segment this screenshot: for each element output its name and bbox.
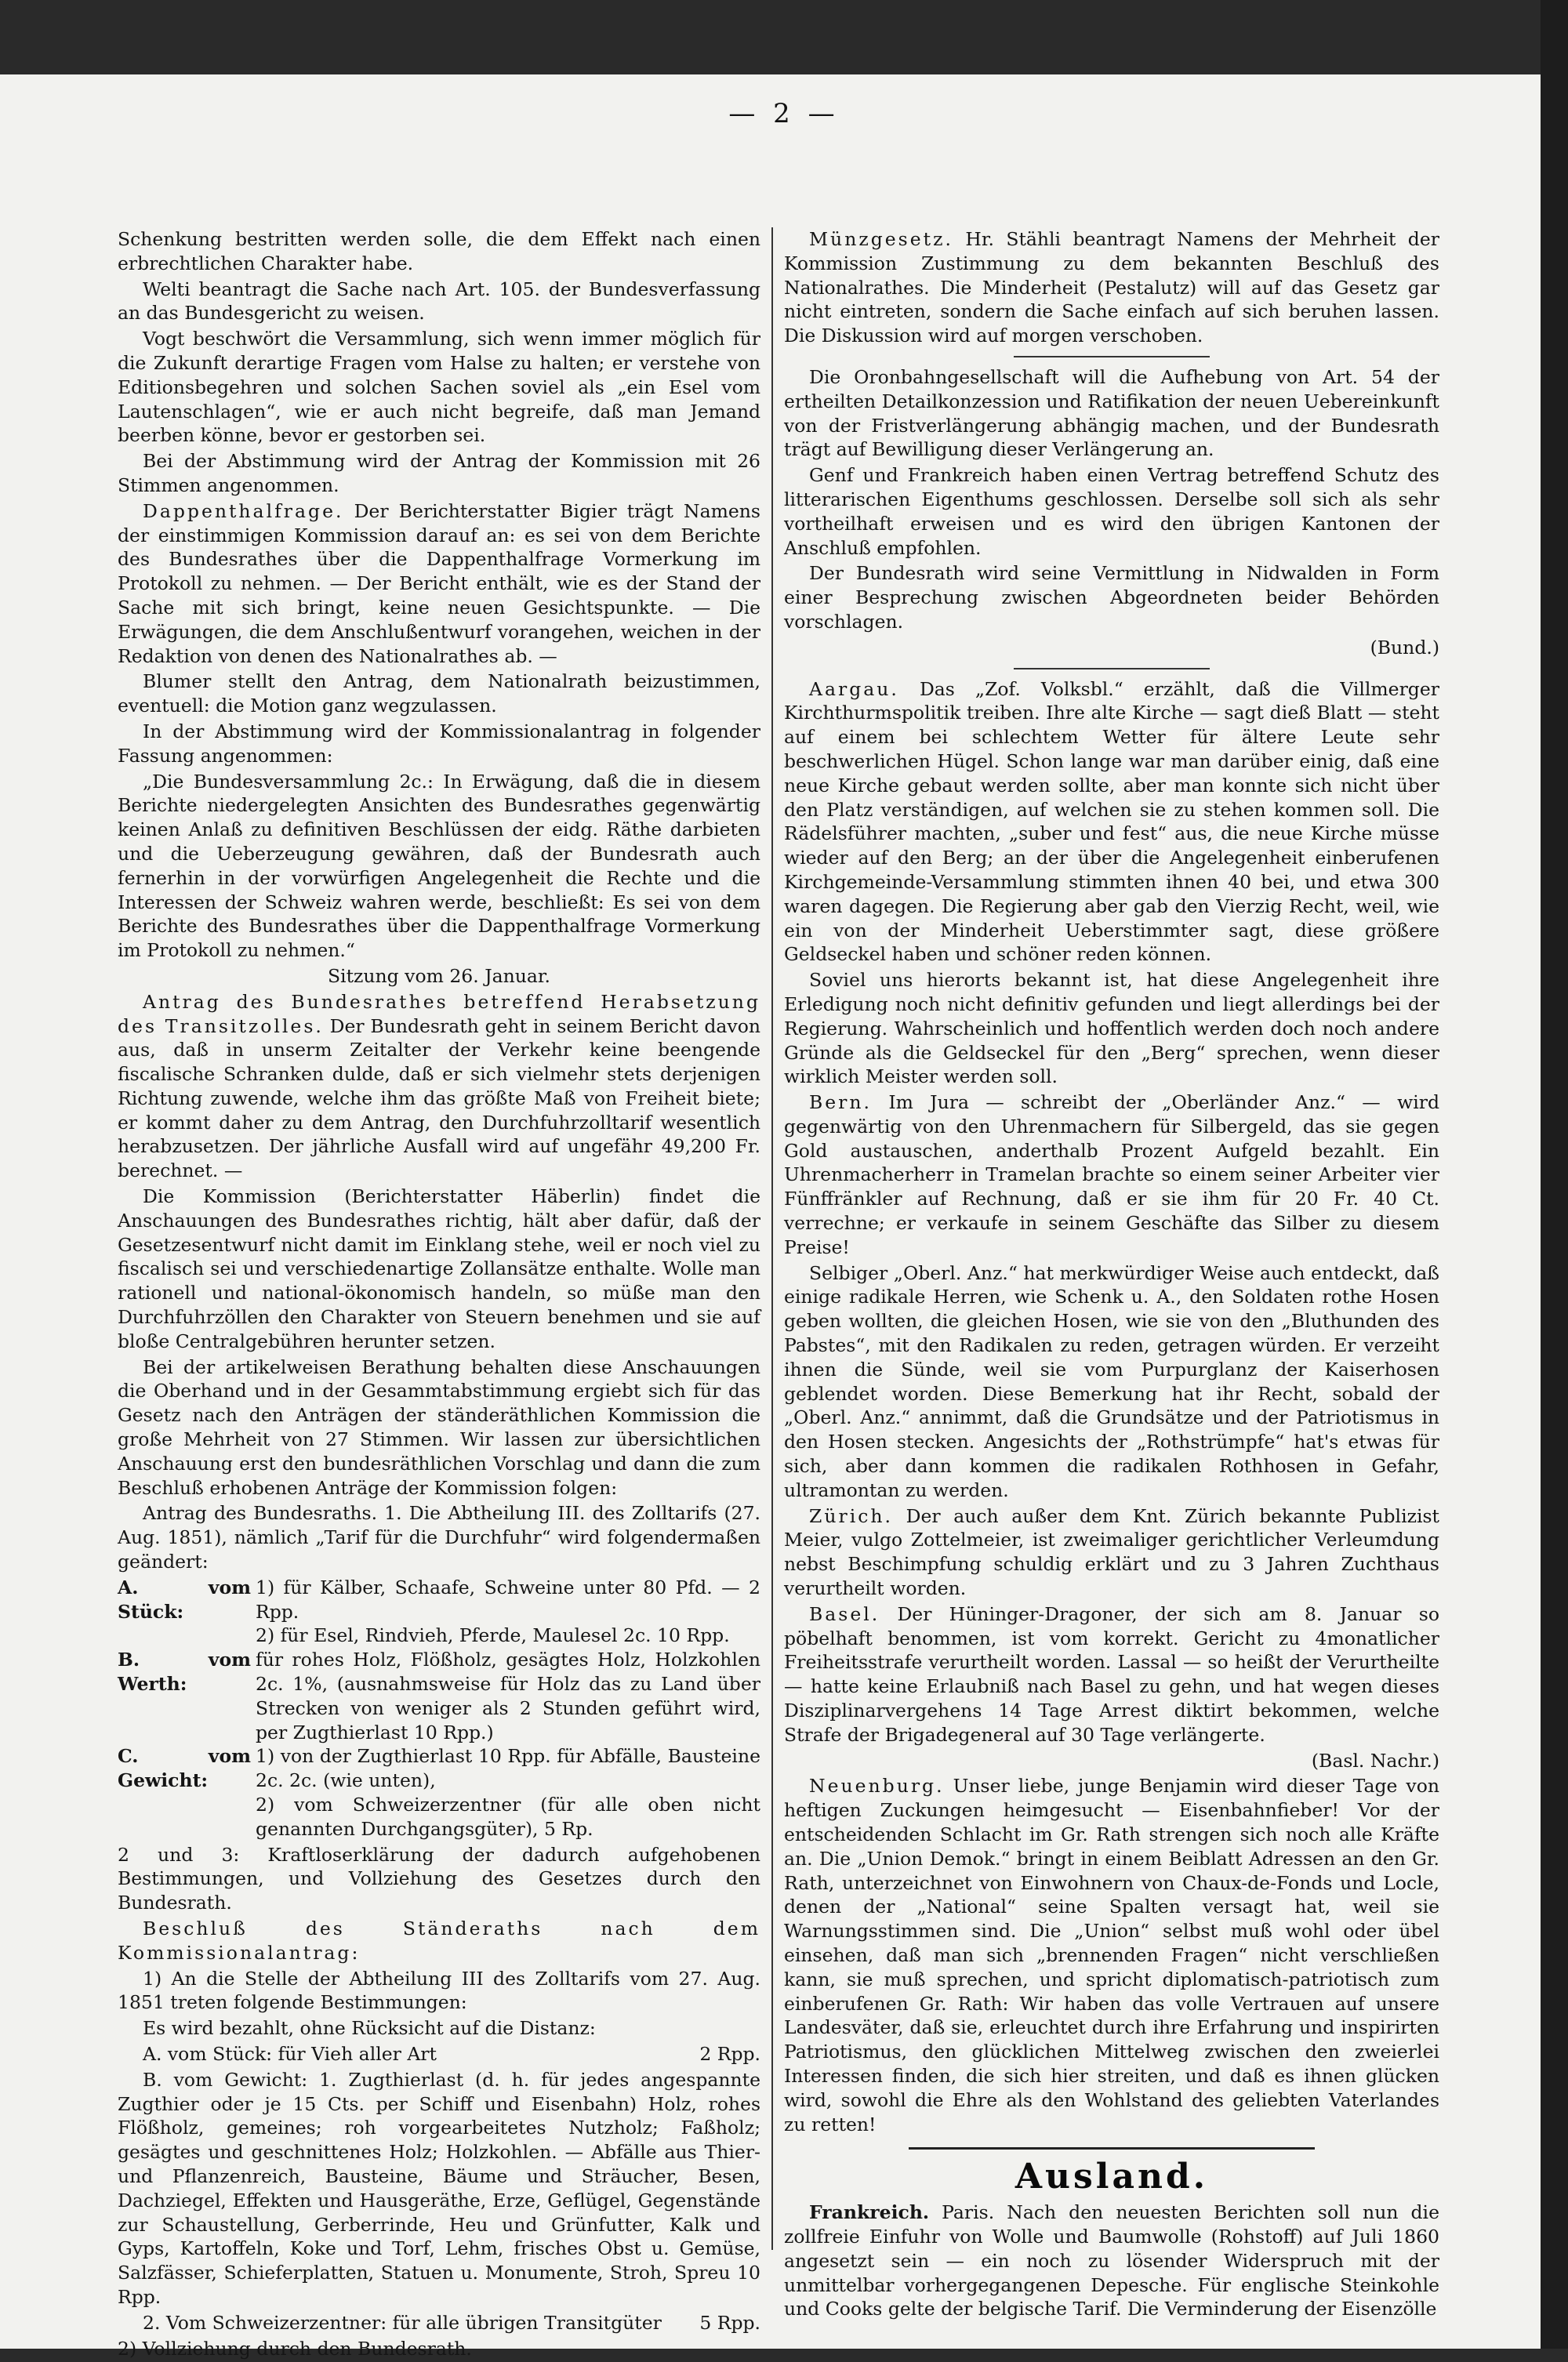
paragraph: Selbiger „Oberl. Anz.“ hat merkwürdiger Weise auch entdeckt, daß einige radikale Herren, wie Schenk u. A., den Soldaten rothe Hosen geben wollten, die gleichen Hosen, wie sie von den „Bluthunden des Pabstes“, mit den Radikalen zu reden, getragen würden. Er verzeiht ihnen die Sünde, weil sie vom Purpurglanz der Kaiserhosen geblendet worden. Diese Bemerkung hat ihr Recht, sobald der „Oberl. Anz.“ annimmt, daß die Grundsätze und der Patriotismus in den Hosen stecken. Angesichts der „Rothstrümpfe“ hat's etwas für sich, aber dann kommen die radikalen Rothhosen in Gefahr, ultramontan zu werden. <box>784 1261 1439 1501</box>
paragraph: 2. Vom Schweizerzentner: für alle übrigen Transitgüter 5 Rpp. <box>143 2311 760 2334</box>
ausland-heading: Ausland. <box>1014 2157 1209 2197</box>
paragraph: Frankreich. Paris. Nach den neuesten Berichten soll nun die zollfreie Einfuhr von Wolle und Baumwolle (Rohstoff) auf Juli 1860 angesetzt sein — ein noch zu lösender Widerspruch mit der unmittelbar vorhergegangenen Depesche. Für englische Steinkohle und Cooks gelte der belgische Tarif. Die Verminderung der Eisenzölle <box>784 2201 1439 2320</box>
paragraph: Schenkung bestritten werden solle, die dem Effekt nach einen erbrechtlichen Charakter habe. <box>118 228 760 274</box>
section-heading: Zürich. <box>809 1504 893 1527</box>
column-divider <box>771 227 773 2250</box>
paragraph: Der Bundesrath wird seine Vermittlung in Nidwalden in Form einer Besprechung zwischen Abgeordneten beider Behörden vorschlagen. <box>784 562 1439 633</box>
paragraph: 1) An die Stelle der Abtheilung III des Zolltarifs vom 27. Aug. 1851 treten folgende Bestimmungen: <box>118 1967 760 2014</box>
paragraph: Welti beantragt die Sache nach Art. 105. der Bundesverfassung an das Bundesgericht zu weisen. <box>118 278 760 325</box>
paragraph: B. vom Gewicht: 1. Zugthierlast (d. h. für jedes angespannte Zugthier oder je 15 Cts. per Schiff und Eisenbahn) Holz, rohes Flößholz, gemeines; roh vorgearbeitetes Nutzholz; Faßholz; gesägtes und geschnittenes Holz; Holzkohlen. — Abfälle aus Thier- und Pflanzenreich, Bausteine, Bäume und Sträucher, Besen, Dachziegel, Effekten und Hausgeräthe, Erze, Geflügel, Gegenstände zur Schaustellung, Gerberrinde, Heu und Grünfutter, Kalk und Gyps, Kartoffeln, Koke und Torf, Lehm, frisches Obst u. Gemüse, Salzfässer, Schieferplatten, Statuen u. Monumente, Stroh, Spreu 10 Rpp. <box>118 2068 760 2308</box>
paragraph: Genf und Frankreich haben einen Vertrag betreffend Schutz des litterarischen Eigenthums geschlossen. Derselbe soll sich als sehr vortheilhaft erweisen und es wird den übrigen Kantonen der Anschluß empfohlen. <box>784 464 1439 559</box>
section-heading: Aargau. <box>809 677 899 700</box>
source-note: (Basl. Nachr.) <box>1311 1749 1439 1772</box>
paragraph: Die Kommission (Berichterstatter Häberlin) findet die Anschauungen des Bundesrathes richtig, hält aber dafür, daß der Gesetzesentwurf nicht damit im Einklang stehe, weil er noch viel zu fiscalisch sei und verschiedenartige Zollansätze enthalte. Wolle man rationell und national-ökonomisch handeln, so müße man den Durchfuhrzöllen den Charakter von Steuern benehmen und sie auf bloße Centralgebühren herunter setzen. <box>118 1185 760 1352</box>
paragraph: In der Abstimmung wird der Kommissionalantrag in folgender Fassung angenommen: <box>118 720 760 767</box>
tarif-label: B. vom Werth: <box>118 1649 251 1696</box>
paragraph: Blumer stellt den Antrag, dem Nationalrath beizustimmen, eventuell: die Motion ganz wegzulassen. <box>118 670 760 717</box>
section-heading: Basel. <box>809 1602 880 1625</box>
section-heading: Frankreich. <box>809 2201 930 2224</box>
left-column <box>118 227 760 2362</box>
paragraph: Es wird bezahlt, ohne Rücksicht auf die Distanz: <box>143 2017 596 2040</box>
section-heading: Beschluß des Ständeraths nach dem Kommissionalantrag: <box>118 1917 760 1964</box>
source-note: (Bund.) <box>1370 636 1439 659</box>
divider <box>1014 668 1210 669</box>
paragraph: Bei der Abstimmung wird der Antrag der Kommission mit 26 Stimmen angenommen. <box>118 450 760 496</box>
tarif-label: A. vom Stück: <box>118 1576 251 1623</box>
paragraph: Bei der artikelweisen Berathung behalten diese Anschauungen die Oberhand und in der Gesammtabstimmung ergiebt sich für das Gesetz nach den Anträgen der ständeräthlichen Kommission die große Mehrheit von 27 Stimmen. Wir lassen zur übersichtlichen Anschauung erst den bundesräthlichen Vorschlag und dann die zum Beschluß erhobenen Anträge der Kommission folgen: <box>118 1355 760 1499</box>
paragraph: 2 und 3: Kraftloserklärung der dadurch aufgehobenen Bestimmungen, und Vollziehung des Gesetzes durch den Bundesrath. <box>118 1843 760 1914</box>
page-number: — 2 — <box>728 98 840 129</box>
paragraph: Zürich. Der auch außer dem Knt. Zürich bekannte Publizist Meier, vulgo Zottelmeier, ist zweimaliger gerichtlicher Verleumdung nebst Beschimpfung schuldig erklärt und zu 3 Jahren Zuchthaus verurtheilt worden. <box>784 1504 1439 1600</box>
right-column <box>784 227 1439 2323</box>
paragraph: Antrag des Bundesrathes betreffend Herabsetzung des Transitzolles. Der Bundesrath geht in seinem Bericht davon aus, daß in unserm Zeitalter der Verkehr keine beengende fiscalische Schranken dulde, daß er sich vielmehr stets derjenigen Richtung zuwende, welche ihm das größte Maß von Freiheit biete; er kommt daher zu dem Antrag, den Durchfuhrzolltarif wesentlich herabzusetzen. Der jährliche Ausfall wird auf ungefähr 49,200 Fr. berechnet. — <box>118 990 760 1182</box>
tarif-table <box>118 1576 760 1841</box>
paragraph: Antrag des Bundesraths. 1. Die Abtheilung III. des Zolltarifs (27. Aug. 1851), nämlich „Tarif für die Durchfuhr“ wird folgendermaßen geändert: <box>118 1502 760 1573</box>
section-heading: Dappenthalfrage. <box>143 499 344 522</box>
section-heading: Münzgesetz. <box>809 228 953 250</box>
paragraph: Dappenthalfrage. Der Berichterstatter Bigier trägt Namens der einstimmigen Kommission darauf an: es sei von dem Berichte des Bundesrathes über die Dappenthalfrage Vormerkung im Protokoll zu nehmen. — Der Bericht enthält, wie es der Stand der Sache mit sich bringt, keine neuen Gesichtspunkte. — Die Erwägungen, die dem Anschlußentwurf vorangehen, weichen in der Redaktion von denen des Nationalrathes ab. — <box>118 499 760 667</box>
tarif-entry: 1) für Kälber, Schaafe, Schweine unter 80 Pfd. — 2 Rpp. 2) für Esel, Rindvieh, Pferde, Maulesel 2c. 10 Rpp. <box>256 1576 760 1647</box>
paragraph: Soviel uns hierorts bekannt ist, hat diese Angelegenheit ihre Erledigung noch nicht definitiv gefunden und liegt allerdings bei der Regierung. Wahrscheinlich und hoffentlich werden doch noch andere Gründe als die Geldseckel für den „Berg“ sprechen, wenn dieser wirklich Meister werden soll. <box>784 969 1439 1088</box>
session-heading: Sitzung vom 26. Januar. <box>327 964 551 987</box>
paragraph: 2) Vollziehung durch den Bundesrath. <box>118 2337 472 2360</box>
tarif-entry: 1) von der Zugthierlast 10 Rpp. für Abfälle, Bausteine 2c. 2c. (wie unten), 2) vom Schweizerzentner (für alle oben nicht genannten Durchgangsgüter), 5 Rp. <box>256 1745 760 1840</box>
section-heading: Bern. <box>809 1091 873 1114</box>
tarif-entry: für rohes Holz, Flößholz, gesägtes Holz, Holzkohlen 2c. 1%, (ausnahmsweise für Holz das zu Land über Strecken von weniger als 2 Stunden geführt wird, per Zugthierlast 10 Rpp.) <box>256 1649 760 1743</box>
section-heading: Neuenburg. <box>809 1775 945 1798</box>
paragraph: Die Oronbahngesellschaft will die Aufhebung von Art. 54 der ertheilten Detailkonzession und Ratifikation der neuen Uebereinkunft von der Fristverlängerung abhängig machen, und der Bundesrath trägt auf Bewilligung dieser Verlängerung an. <box>784 365 1439 461</box>
paragraph: Vogt beschwört die Versammlung, sich wenn immer möglich für die Zukunft derartige Fragen vom Halse zu halten; er verstehe von Editionsbegehren und solchen Sachen soviel als „ein Esel vom Lautenschlagen“, wie er auch nicht begreife, daß man Jemand beerben könne, bevor er gestorben sei. <box>118 328 760 447</box>
paragraph: Basel. Der Hüninger-Dragoner, der sich am 8. Januar so pöbelhaft benommen, ist vom korrekt. Gericht zu 4monatlicher Freiheitsstrafe verurtheilt worden. Lassal — so heißt der Verurtheilte — hatte keine Erlaubniß nach Basel zu gehn, und hat wegen dieses Disziplinarvergehens 14 Tage Arrest diktirt bekommen, welche Strafe der Brigadegeneral auf 30 Tage verlängerte. <box>784 1602 1439 1746</box>
paragraph: Bern. Im Jura — schreibt der „Oberländer Anz.“ — wird gegenwärtig von den Uhrenmachern für Silbergeld, das sie gegen Gold austauschen, anderthalb Prozent Aufgeld bezahlt. Ein Uhrenmacherherr in Tramelan brachte so einem seiner Arbeiter vier Fünffränkler auf Rechnung, daß er sie ihm für 20 Fr. 40 Ct. verrechne; er verkaufe in seinem Geschäfte das Silber zu diesem Preise! <box>784 1091 1439 1258</box>
paragraph: A. vom Stück: für Vieh aller Art 2 Rpp. <box>143 2042 760 2065</box>
paragraph: Aargau. Das „Zof. Volksbl.“ erzählt, daß die Villmerger Kirchthurmspolitik treiben. Ihre alte Kirche — sagt dieß Blatt — steht auf einem bei schlechtem Wetter für ältere Leute sehr beschwerlichen Hügel. Schon lange war man darüber einig, daß eine neue Kirche gebaut werden sollte, aber man konnte sich nicht über den Platz verständigen, auf welchen sie zu stehen kommen soll. Die Rädelsführer machten, „suber und fest“ aus, die neue Kirche müsse wieder auf den Berg; an der über die Angelegenheit einberufenen Kirchgemeinde-Versammlung stimmten ihnen 40 bei, und etwa 300 waren dagegen. Die Regierung aber gab den Vierzig Recht, weil, wie ein von der Minderheit Ueberstimmter sagt, diese größere Geldseckel haben und schöner reden können. <box>784 677 1439 966</box>
scan-edge <box>1541 0 1568 2349</box>
paragraph: Münzgesetz. Hr. Stähli beantragt Namens der Mehrheit der Kommission Zustimmung zu dem bekannten Beschluß des Nationalrathes. Die Minderheit (Pestalutz) will auf das Gesetz gar nicht eintreten, sondern die Sache einfach auf sich beruhen lassen. Die Diskussion wird auf morgen verschoben. <box>784 228 1439 347</box>
section-heading: Antrag des Bundesrathes betreffend Herabsetzung des Transitzolles. <box>118 990 760 1037</box>
divider <box>909 2147 1315 2150</box>
paragraph: „Die Bundesversammlung 2c.: In Erwägung, daß die in diesem Berichte niedergelegten Ansichten des Bundesrathes gegenwärtig keinen Anlaß zu definitiven Beschlüssen der eidg. Räthe darbieten und die Ueberzeugung gewähren, daß der Bundesrath auch fernerhin in der vorwürfigen Angelegenheit die Rechte und die Interessen der Schweiz wahren werde, beschließt: Es sei von dem Berichte des Bundesrathes über die Dappenthalfrage Vormerkung im Protokoll zu nehmen.“ <box>118 770 760 962</box>
paragraph: Neuenburg. Unser liebe, junge Benjamin wird dieser Tage von heftigen Zuckungen heimgesucht — Eisenbahnfieber! Vor der entscheidenden Schlacht im Gr. Rath strengen sich noch alle Kräfte an. Die „Union Demok.“ bringt in einem Beiblatt Adressen an den Gr. Rath, unterzeichnet von Einwohnern von Chaux-de-Fonds und Locle, denen der „National“ seine Spalten versagt hat, weil sie Warnungsstimmen sind. Die „Union“ selbst muß wohl oder übel einsehen, daß man sich „brennenden Fragen“ nicht verschließen kann, sie muß sprechen, und spricht diplomatisch-patriotisch zum einberufenen Gr. Rath: Wir haben das volle Vertrauen auf unsere Landesväter, daß sie, erleuchtet durch ihre Erfahrung und inspirirten Patriotismus, den glücklichen Mittelweg zwischen den zweierlei Interessen finden, die sich hier streiten, und daß es ihnen glücken wird, sowohl die Ehre als den Wohlstand des geliebten Vaterlandes zu retten! <box>784 1775 1439 2135</box>
tarif-label: C. vom Gewicht: <box>118 1745 251 1792</box>
divider <box>1014 356 1210 357</box>
